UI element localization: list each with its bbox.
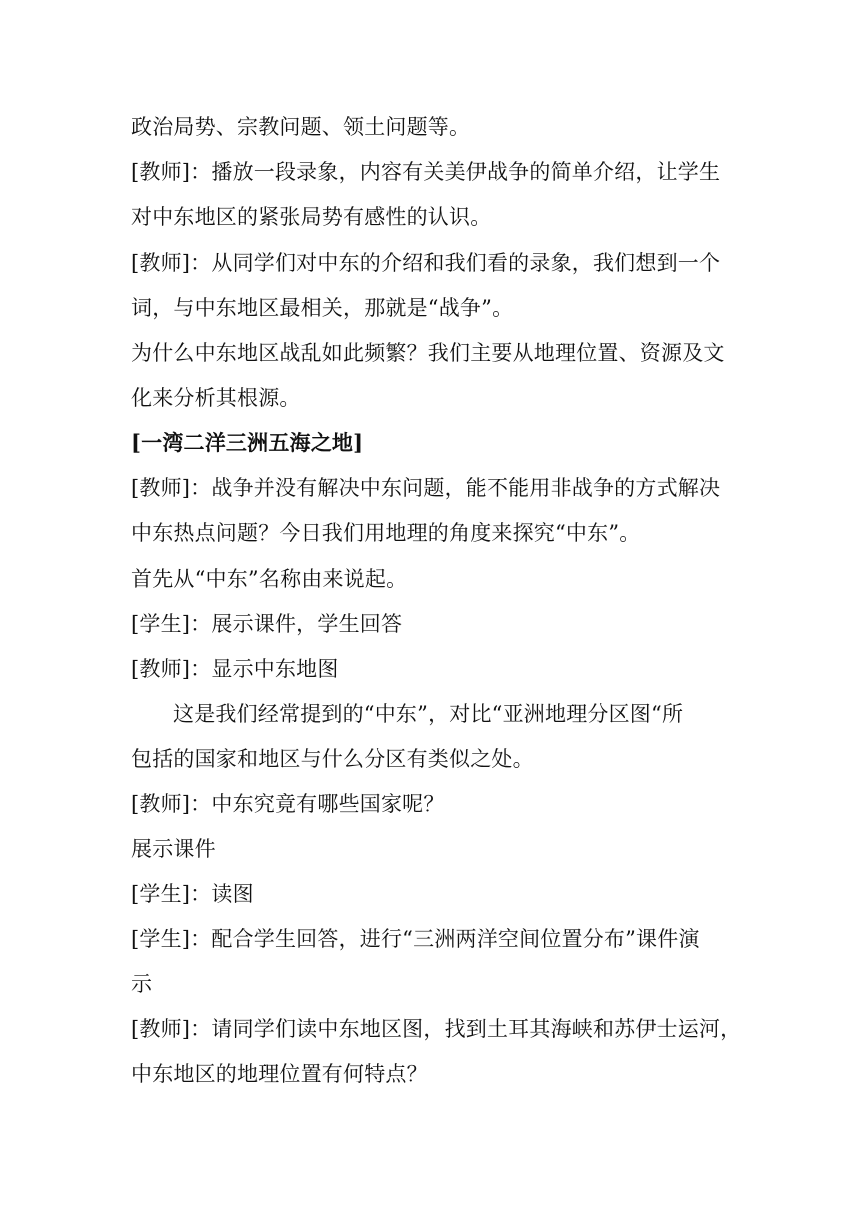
text-line: 为什么中东地区战乱如此频繁？我们主要从地理位置、资源及文 bbox=[131, 341, 725, 365]
text-line: 首先从“中东”名称由来说起。 bbox=[131, 567, 408, 591]
text-line: 政治局势、宗教问题、领土问题等。 bbox=[131, 115, 471, 139]
text-line: [教师]：请同学们读中东地区图，找到土耳其海峡和苏伊士运河， bbox=[131, 1017, 742, 1041]
text-line-indented: 这是我们经常提到的“中东”，对比“亚洲地理分区图“所 bbox=[173, 702, 684, 726]
text-line: 示 bbox=[131, 972, 153, 996]
text-line: 展示课件 bbox=[131, 837, 216, 861]
text-line: 词，与中东地区最相关，那就是“战争”。 bbox=[131, 296, 514, 320]
text-line: [教师]：战争并没有解决中东问题，能不能用非战争的方式解决 bbox=[131, 476, 721, 500]
text-line: [学生]：读图 bbox=[131, 882, 254, 906]
text-line: 化来分析其根源。 bbox=[131, 386, 301, 410]
text-line: 对中东地区的紧张局势有感性的认识。 bbox=[131, 205, 492, 229]
text-line: [教师]：显示中东地图 bbox=[131, 657, 339, 681]
text-line: 包括的国家和地区与什么分区有类似之处。 bbox=[131, 747, 534, 771]
text-line: 中东热点问题？今日我们用地理的角度来探究“中东”。 bbox=[131, 521, 641, 545]
text-line: [学生]：配合学生回答，进行“三洲两洋空间位置分布”课件演 bbox=[131, 927, 700, 951]
section-heading: [一湾二洋三洲五海之地] bbox=[131, 430, 364, 455]
text-line: [教师]：中东究竟有哪些国家呢？ bbox=[131, 792, 445, 816]
text-line: [学生]：展示课件，学生回答 bbox=[131, 612, 403, 636]
text-line: [教师]：播放一段录象，内容有关美伊战争的简单介绍，让学生 bbox=[131, 160, 721, 184]
text-line: [教师]：从同学们对中东的介绍和我们看的录象，我们想到一个 bbox=[131, 251, 721, 275]
text-line: 中东地区的地理位置有何特点？ bbox=[131, 1062, 428, 1086]
